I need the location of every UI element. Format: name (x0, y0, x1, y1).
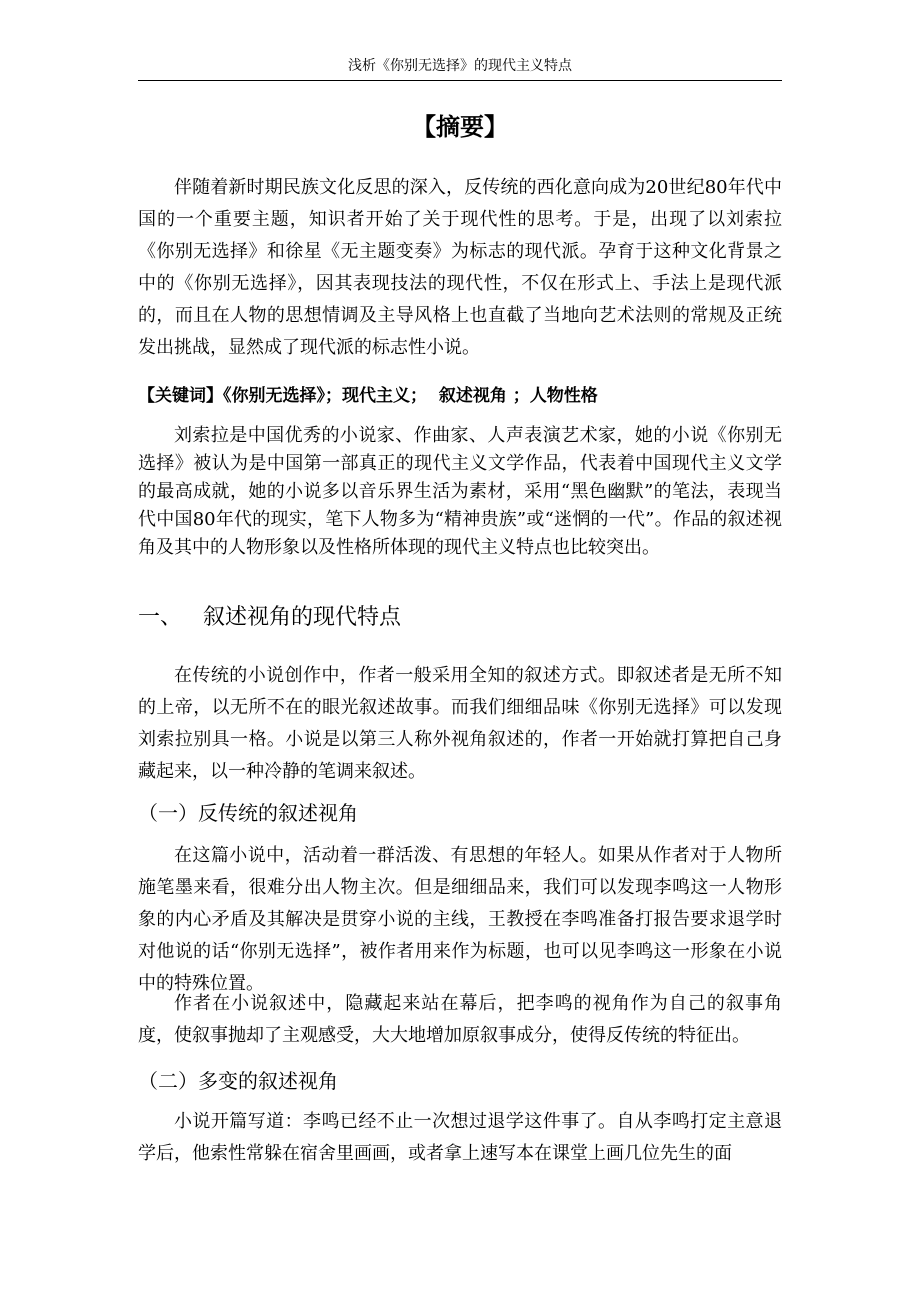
abstract-title: 【摘要】 (412, 113, 508, 141)
header-rule (138, 80, 782, 81)
keyword-item: 人物性格 (529, 386, 598, 406)
subsection-paragraph: 小说开篇写道：李鸣已经不止一次想过退学这件事了。自从李鸣打定主意退学后，他索性常躲在宿舍里画画，或者拿上速写本在课堂上画几位先生的面 (138, 1111, 782, 1164)
keywords-line (138, 382, 782, 410)
subsection-heading: （二）多变的叙述视角 (138, 1069, 338, 1093)
intro-paragraph: 刘索拉是中国优秀的小说家、作曲家、人声表演艺术家，她的小说《你别无选择》被认为是中国第一部真正的现代主义文学作品，代表着中国现代主义文学的最高成就，她的小说多以音乐界生活为素材，采用“黑色幽默”的笔法，表现当代中国80年代的现实，笔下人物多为“精神贵族”或“迷惘的一代”。作品的叙述视角及其中的人物形象以及性格所体现的现代主义特点也比较突出。 (138, 425, 782, 558)
keywords-label: 【关键词】 (138, 386, 223, 406)
keyword-item: 现代主义； (342, 386, 439, 406)
subsection-paragraph: 在这篇小说中，活动着一群活泼、有思想的年轻人。如果从作者对于人物所施笔墨来看，很难分出人物主次。但是细细品来，我们可以发现李鸣这一人物形象的内心矛盾及其解决是贯穿小说的主线，王教授在李鸣准备打报告要求退学时对他说的话“你别无选择”，被作者用来作为标题，也可以见李鸣这一形象在小说中的特殊位置。 (138, 845, 782, 994)
keyword-item: 叙述视角 ； (438, 386, 530, 406)
abstract-paragraph: 伴随着新时期民族文化反思的深入，反传统的西化意向成为20世纪80年代中国的一个重要主题，知识者开始了关于现代性的思考。于是，出现了以刘索拉《你别无选择》和徐星《无主题变奏》为标志的现代派。孕育于这种文化背景之中的《你别无选择》，因其表现技法的现代性，不仅在形式上、手法上是现代派的，而且在人物的思想情调及主导风格上也直截了当地向艺术法则的常规及正统发出挑战，显然成了现代派的标志性小说。 (138, 177, 782, 358)
running-header: 浅析《你别无选择》的现代主义特点 (348, 58, 572, 74)
keyword-item: 《你别无选择》； (223, 386, 342, 406)
subsection-heading: （一）反传统的叙述视角 (138, 801, 358, 825)
section-heading: 一、 叙述视角的现代特点 (138, 605, 401, 630)
section-paragraph: 在传统的小说创作中，作者一般采用全知的叙述方式。即叙述者是无所不知的上帝，以无所不在的眼光叙述故事。而我们细细品味《你别无选择》可以发现刘索拉别具一格。小说是以第三人称外视角叙述的，作者一开始就打算把自己身藏起来，以一种冷静的笔调来叙述。 (138, 665, 782, 782)
subsection-paragraph: 作者在小说叙述中，隐藏起来站在幕后，把李鸣的视角作为自己的叙事角度，使叙事抛却了主观感受，大大地增加原叙事成分，使得反传统的特征出。 (138, 993, 782, 1046)
